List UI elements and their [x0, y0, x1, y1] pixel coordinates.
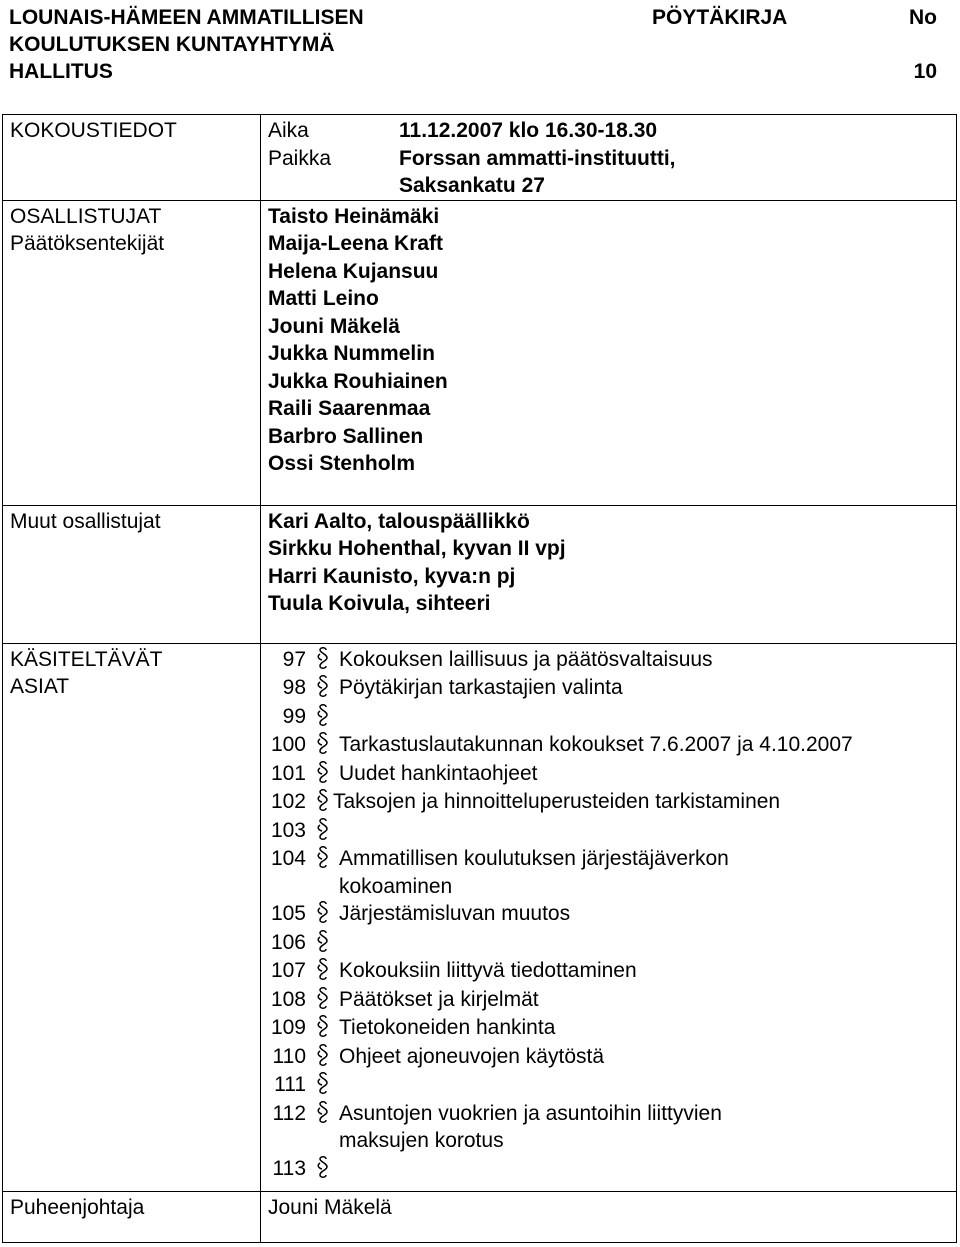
agenda-item	[268, 817, 956, 846]
participant-name: Matti Leino	[268, 287, 379, 310]
agenda-item	[268, 788, 956, 817]
meeting-info-label: KOKOUSTIEDOT	[10, 119, 177, 142]
agenda-item	[268, 760, 956, 789]
agenda-item	[268, 1071, 956, 1100]
item-number: 97	[282, 647, 306, 671]
item-title	[339, 1155, 956, 1184]
item-number: 98	[282, 676, 306, 699]
item-title: Kokouksen laillisuus ja päätösvaltaisuus	[339, 647, 713, 671]
agenda-item	[268, 845, 956, 900]
number-label: No	[909, 6, 937, 29]
agenda-item	[268, 703, 956, 732]
other-participant: Harri Kaunisto, kyva:n pj	[268, 564, 516, 588]
time-value: 11.12.2007 klo 16.30-18.30	[399, 119, 658, 142]
participant-name: Jouni Mäkelä	[268, 314, 400, 338]
item-title: Päätökset ja kirjelmät	[339, 987, 539, 1011]
item-number: 100	[270, 733, 306, 756]
item-title	[339, 703, 956, 732]
section-sign-icon	[306, 845, 339, 900]
item-title: Tietokoneiden hankinta	[339, 1016, 556, 1039]
body-name: HALLITUS	[9, 60, 113, 83]
item-title: Ohjeet ajoneuvojen käytöstä	[339, 1044, 605, 1068]
item-title: Uudet hankintaohjeet	[339, 761, 538, 785]
time-label: Aika	[268, 119, 309, 142]
participant-name: Helena Kujansuu	[268, 259, 439, 283]
item-title-line1: Ammatillisen koulutuksen järjestäjäverkon	[339, 847, 729, 870]
item-title	[339, 929, 956, 958]
item-title-line1: Asuntojen vuokrien ja asuntoihin liittyvien	[339, 1101, 722, 1125]
participant-name: Ossi Stenholm	[268, 452, 416, 475]
item-number: 102	[270, 790, 306, 813]
chair-row	[3, 1191, 957, 1242]
participant-name: Raili Saarenmaa	[268, 397, 431, 420]
document-header	[9, 4, 939, 85]
item-number: 103	[270, 818, 306, 842]
section-sign-icon	[306, 646, 339, 675]
section-sign-icon	[306, 760, 339, 789]
item-title: Järjestämisluvan muutos	[339, 902, 571, 925]
section-sign-icon	[306, 957, 339, 986]
item-title: Tarkastuslautakunnan kokoukset 7.6.2007 ja 4.10.2007	[339, 733, 853, 756]
section-sign-icon	[306, 817, 339, 846]
participant-name: Barbro Sallinen	[268, 424, 424, 448]
item-number: 112	[272, 1101, 306, 1125]
agenda-item	[268, 1014, 956, 1043]
place-label: Paikka	[268, 146, 332, 170]
section-sign-icon	[306, 674, 339, 703]
decision-makers-label: Päätöksentekijät	[10, 232, 165, 255]
section-sign-icon	[306, 731, 339, 760]
item-number: 110	[272, 1044, 306, 1068]
item-number: 101	[270, 761, 306, 785]
item-number: 106	[270, 930, 306, 954]
organization-name-line2: KOULUTUKSEN KUNTAYHTYMÄ	[9, 33, 335, 56]
agenda-item	[268, 646, 956, 675]
section-sign-icon	[306, 1014, 339, 1043]
item-number: 104	[270, 847, 306, 870]
item-title-line2: kokoaminen	[339, 874, 453, 898]
section-sign-icon	[306, 1071, 339, 1100]
item-title	[339, 1100, 956, 1155]
agenda-item	[268, 1100, 956, 1155]
section-sign-icon	[306, 1043, 339, 1072]
organization-name: LOUNAIS-HÄMEEN AMMATILLISEN	[9, 6, 364, 29]
item-title	[339, 817, 956, 846]
document-number: 10	[913, 60, 937, 83]
item-title	[339, 1071, 956, 1100]
item-number: 111	[274, 1073, 306, 1096]
section-sign-icon	[306, 1155, 339, 1184]
agenda-item	[268, 1155, 956, 1184]
item-number: 113	[272, 1156, 306, 1180]
decision-makers-list	[261, 200, 957, 505]
agenda-item	[268, 986, 956, 1015]
item-title: Taksojen ja hinnoitteluperusteiden tarkistaminen	[333, 790, 781, 813]
meeting-info-row	[3, 115, 957, 201]
agenda-item	[268, 929, 956, 958]
agenda-row	[3, 643, 957, 1191]
document-type: PÖYTÄKIRJA	[652, 6, 788, 29]
item-title: Pöytäkirjan tarkastajien valinta	[339, 676, 623, 699]
agenda-label-line2: ASIAT	[10, 675, 70, 698]
item-title-line2: maksujen korotus	[339, 1129, 504, 1152]
section-sign-icon	[306, 986, 339, 1015]
section-sign-icon	[306, 1100, 339, 1155]
other-participant: Sirkku Hohenthal, kyvan II vpj	[268, 537, 566, 560]
agenda-item	[268, 957, 956, 986]
item-number: 109	[270, 1016, 306, 1039]
other-participants-list	[261, 505, 957, 643]
agenda-list	[261, 643, 957, 1191]
chair-name: Jouni Mäkelä	[268, 1195, 392, 1219]
agenda-item	[268, 731, 956, 760]
section-sign-icon	[306, 900, 339, 929]
participant-name: Jukka Rouhiainen	[268, 369, 448, 393]
participants-label: OSALLISTUJAT	[10, 204, 162, 228]
minutes-table	[2, 114, 957, 1243]
agenda-label: KÄSITELTÄVÄT	[10, 647, 163, 671]
participant-name: Maija-Leena Kraft	[268, 232, 444, 255]
item-number: 108	[270, 987, 306, 1011]
item-number: 107	[270, 959, 306, 982]
place-value: Forssan ammatti-instituutti,	[399, 146, 676, 170]
other-participants-label: Muut osallistujat	[10, 509, 161, 533]
participants-row	[3, 200, 957, 505]
participant-name: Jukka Nummelin	[268, 342, 435, 365]
section-sign-icon	[306, 929, 339, 958]
agenda-item	[268, 674, 956, 703]
other-participant: Kari Aalto, talouspäällikkö	[268, 509, 530, 533]
participant-name: Taisto Heinämäki	[268, 204, 440, 228]
item-title	[339, 845, 956, 900]
agenda-item	[268, 1043, 956, 1072]
item-number: 105	[270, 902, 306, 925]
agenda-item	[268, 900, 956, 929]
place-address: Saksankatu 27	[399, 174, 545, 197]
section-sign-icon	[306, 703, 339, 732]
chair-label: Puheenjohtaja	[10, 1195, 145, 1219]
item-number: 99	[282, 704, 306, 728]
other-participants-row	[3, 505, 957, 643]
other-participant: Tuula Koivula, sihteeri	[268, 592, 491, 615]
item-title: Kokouksiin liittyvä tiedottaminen	[339, 959, 637, 982]
